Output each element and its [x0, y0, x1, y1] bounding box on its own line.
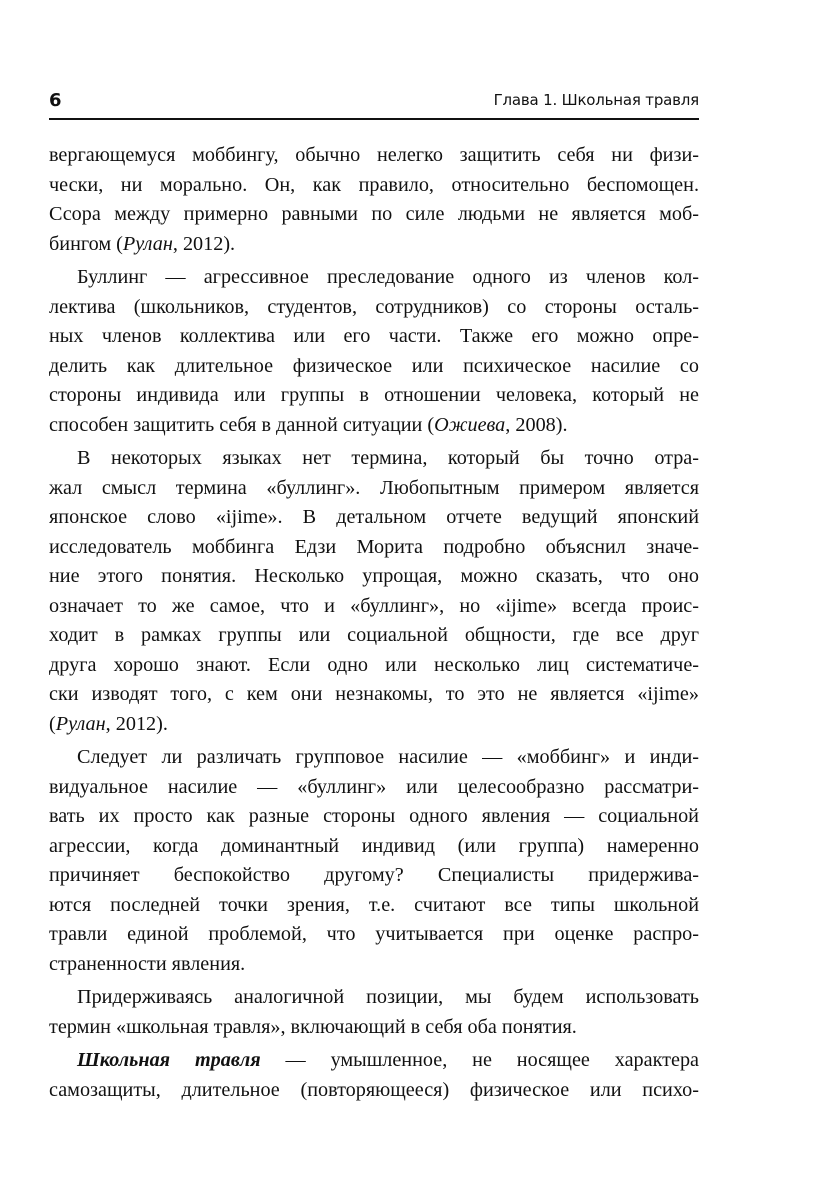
citation-author: Рулан	[55, 712, 106, 735]
text-line: ных членов коллектива или его части. Также его можно опре-	[49, 325, 699, 347]
text-line: причиняет беспокойство другому? Специалисты придержива-	[49, 864, 699, 886]
text-line: Буллинг — агрессивное преследование одного из членов кол-	[77, 266, 699, 288]
defined-term: Школьная травля	[77, 1049, 261, 1071]
text-line: друга хорошо знают. Если одно или несколько лиц систематиче-	[49, 653, 699, 676]
text-line: ски изводят того, с кем они незнакомы, то это не является «ijime»	[49, 683, 699, 705]
paragraph	[49, 141, 699, 259]
paragraph	[49, 263, 699, 440]
text-line: ются последней точки зрения, т.е. считают все типы школьной	[49, 893, 699, 916]
text-line: самозащиты, длительное (повторяющееся) физическое или психо-	[49, 1078, 699, 1101]
text-line: термин «школьная травля», включающий в себя оба понятия.	[49, 1015, 577, 1038]
text-line: стороны индивида или группы в отношении человека, который не	[49, 384, 699, 406]
text-line: В некоторых языках нет термина, который бы точно отра-	[77, 447, 699, 469]
text-line: вать их просто как разные стороны одного явления — социальной	[49, 805, 699, 827]
text-line: лектива (школьников, студентов, сотрудников) со стороны осталь-	[49, 295, 699, 318]
text-segment: , 2012).	[105, 712, 168, 735]
paragraph	[49, 743, 699, 979]
text-line: Следует ли различать групповое насилие — «моббинг» и инди-	[77, 746, 699, 768]
text-segment: — умышленное, не носящее характера	[260, 1049, 699, 1071]
text-segment: , 2008).	[505, 413, 568, 436]
text-segment: способен защитить себя в данной ситуации (	[49, 413, 435, 436]
citation-author: Ожиева	[434, 413, 506, 436]
text-line: ходит в рамках группы или социальной общности, где все друг	[49, 624, 699, 646]
text-line: вергающемуся моббингу, обычно нелегко защитить себя ни физи-	[49, 144, 699, 166]
page-number: 6	[49, 90, 62, 111]
body-text	[49, 141, 699, 1105]
text-line: Придерживаясь аналогичной позиции, мы будем использовать	[77, 986, 699, 1008]
citation-author: Рулан	[122, 232, 173, 255]
chapter-title: Глава 1. Школьная травля	[493, 91, 699, 109]
running-header	[49, 88, 699, 120]
text-line: видуальное насилие — «буллинг» или целесообразно рассматри-	[49, 775, 699, 798]
text-line: ние этого понятия. Несколько упрощая, можно сказать, что оно	[49, 565, 699, 587]
text-line: чески, ни морально. Он, как правило, относительно беспомощен.	[49, 173, 699, 196]
paragraph	[49, 444, 699, 739]
text-line	[49, 230, 699, 260]
text-segment: , 2012).	[172, 232, 236, 255]
text-line: жал смысл термина «буллинг». Любопытным примером является	[49, 476, 699, 499]
text-segment: (	[49, 712, 56, 735]
text-segment: бингом (	[49, 232, 123, 255]
text-line: означает то же самое, что и «буллинг», но «ijime» всегда проис-	[49, 594, 699, 617]
paragraph	[49, 983, 699, 1042]
text-line: агрессии, когда доминантный индивид (или группа) намеренно	[49, 834, 699, 857]
text-line	[49, 1046, 699, 1076]
text-line: исследователь моббинга Едзи Морита подробно объяснил значе-	[49, 535, 699, 558]
paragraph	[49, 1046, 699, 1105]
text-line: делить как длительное физическое или психическое насилие со	[49, 354, 699, 377]
text-line: травли единой проблемой, что учитывается при оценке распро-	[49, 923, 699, 945]
text-line: японское слово «ijime». В детальном отчете ведущий японский	[49, 506, 699, 528]
text-line	[49, 710, 699, 740]
text-line: Ссора между примерно равными по силе людьми не является моб-	[49, 203, 699, 225]
text-line	[49, 411, 699, 441]
text-line: страненности явления.	[49, 952, 246, 975]
